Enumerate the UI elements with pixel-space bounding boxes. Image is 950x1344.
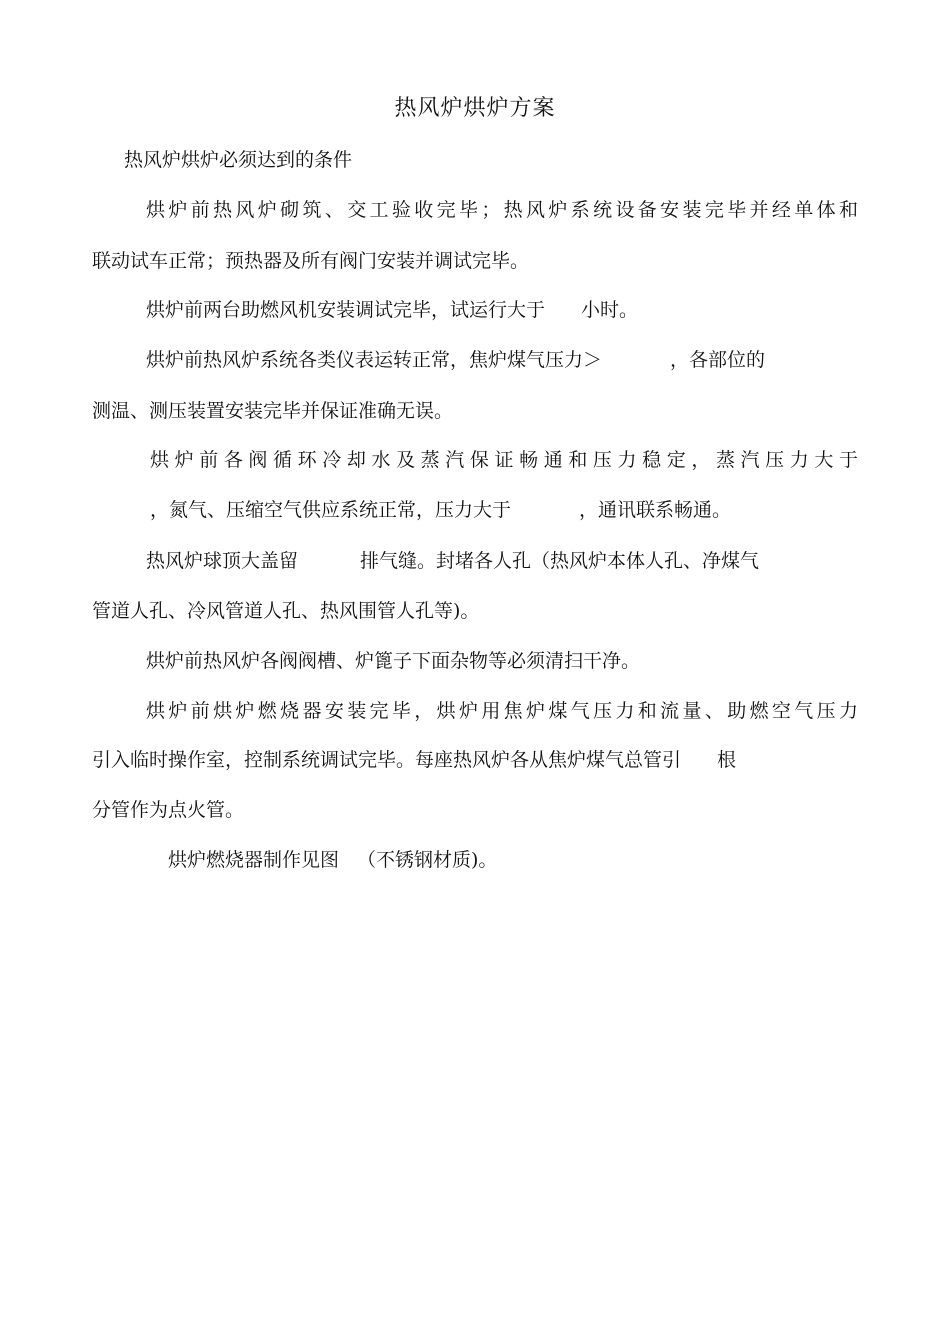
section-heading: 热风炉烘炉必须达到的条件 [124,149,353,171]
paragraph-7-line-3: 分管作为点火管。 [92,799,245,821]
paragraph-1-line-1: 烘炉前热风炉砌筑、交工验收完毕；热风炉系统设备安装完毕并经单体和 [146,199,858,221]
paragraph-7-line-1: 烘炉前烘炉燃烧器安装完毕，烘炉用焦炉煤气压力和流量、助燃空气压力 [146,700,858,722]
paragraph-3-text-a: 烘炉前热风炉系统各类仪表运转正常，焦炉煤气压力＞ [146,349,603,371]
paragraph-5-line-2: 管道人孔、冷风管道人孔、热风围管人孔等)。 [92,600,480,622]
paragraph-5-text-b: 排气缝。封堵各人孔（热风炉本体人孔、净煤气 [360,550,760,572]
paragraph-4-text-a: ，氮气、压缩空气供应系统正常，压力大于 [150,499,512,521]
paragraph-2 [146,296,638,324]
paragraph-8-text-b: （不锈钢材质)。 [357,849,498,871]
paragraph-2-text-b: 小时。 [581,299,639,321]
paragraph-3-line-2: 测温、测压装置安装完毕并保证准确无误。 [92,400,454,422]
paragraph-7-text-b: 根 [717,749,737,771]
paragraph-4-line-1: 烘炉前各阀循环冷却水及蒸汽保证畅通和压力稳定，蒸汽压力大于 [150,449,858,471]
paragraph-6: 烘炉前热风炉各阀阀槽、炉篦子下面杂物等必须清扫干净。 [146,650,641,672]
paragraph-7-text-a: 引入临时操作室，控制系统调试完毕。每座热风炉各从焦炉煤气总管引 [92,749,682,771]
paragraph-8-text-a: 烘炉燃烧器制作见图 [168,849,340,871]
paragraph-2-text-a: 烘炉前两台助燃风机安装调试完毕，试运行大于 [146,299,546,321]
paragraph-5-text-a: 热风炉球顶大盖留 [146,550,299,572]
paragraph-5-line-1 [146,547,759,575]
document-title: 热风炉烘炉方案 [394,96,556,121]
paragraph-8 [168,846,497,874]
paragraph-3-line-1 [146,346,765,374]
paragraph-1-line-2: 联动试车正常；预热器及所有阀门安装并调试完毕。 [92,250,530,272]
paragraph-3-text-b: ，各部位的 [670,349,766,371]
paragraph-4-line-2 [150,496,731,524]
paragraph-4-text-b: ，通讯联系畅通。 [579,499,732,521]
paragraph-7-line-2 [92,746,736,774]
